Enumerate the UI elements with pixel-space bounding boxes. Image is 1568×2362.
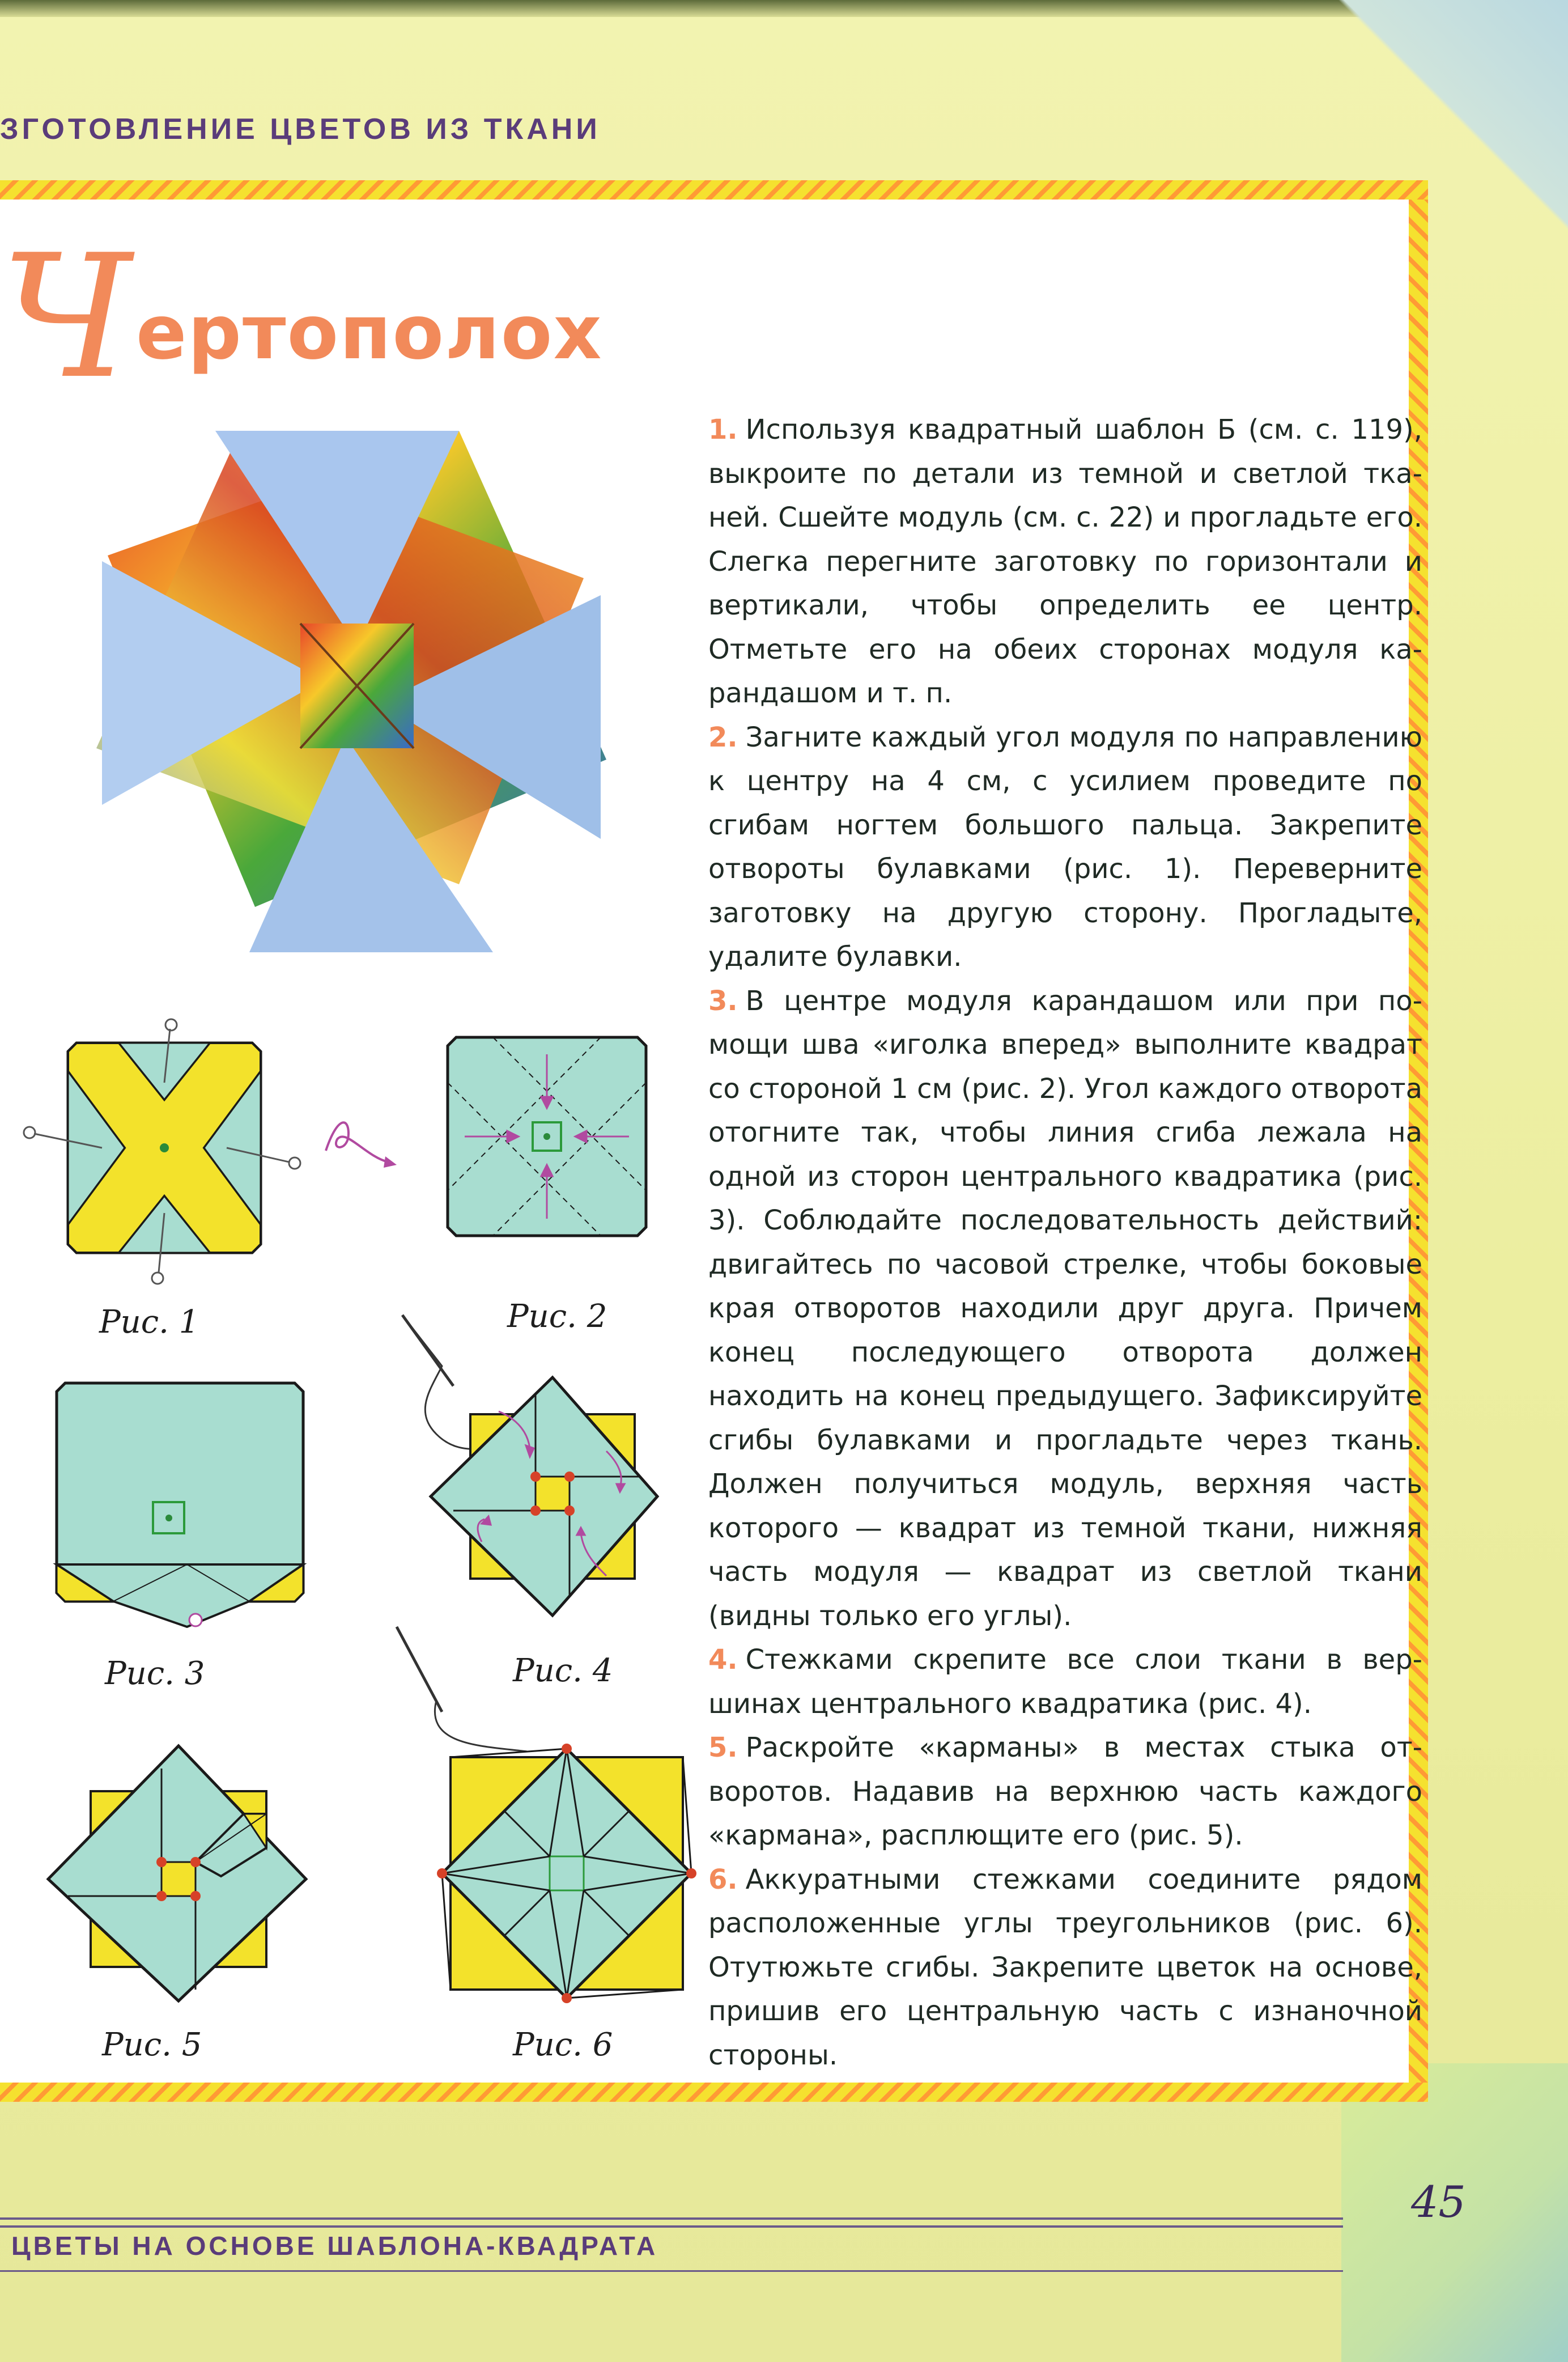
running-head: ЗГОТОВЛЕНИЕ ЦВЕТОВ ИЗ ТКАНИ (0, 113, 601, 146)
figure-6-diagram (391, 1621, 708, 2012)
step-number: 1. (708, 414, 738, 446)
step-5 (708, 1726, 1422, 1858)
step-text: Аккуратными стежками соедините рядом расположенные углы треугольников (рис. 6). Отутюжьте сгибы. Закрепите цветок на основе, пришив его центральную часть с изнаночной стороны. (708, 1863, 1422, 2071)
step-text: В центре модуля карандашом или при помощи шва «иголка вперед» выполните квадрат со стороной 1 см (рис. 2). Угол каждого отворота отогните так, чтобы линия сгиба лежала на одной из сторон центрального квадратика (рис. 3). Соблюдайте последовательность действий: двигайтесь по часовой стрелке, чтобы боковые края отворотов находили друг друга. Причем конец последующего отворота должен находить на конец предыдущего. Зафиксируйте сгибы булавками и прогладьте через ткань. Должен получиться модуль, верхняя часть которого — квадрат из темной ткани, нижняя часть модуля — квадрат из светлой ткани (видны только его углы). (708, 985, 1422, 1632)
figure-5-diagram (40, 1740, 317, 2012)
footer-section-title: ЦВЕТЫ НА ОСНОВЕ ШАБЛОНА-КВАДРАТА (11, 2231, 658, 2261)
figure-5-caption: Рис. 5 (102, 2026, 202, 2063)
figure-3-caption: Рис. 3 (105, 1655, 205, 1692)
footer-rule-lower (0, 2270, 1343, 2275)
step-number: 6. (708, 1863, 738, 1895)
title-initial: Ч (0, 218, 131, 416)
step-number: 2. (708, 721, 738, 753)
page-number: 45 (1411, 2177, 1466, 2227)
step-3 (708, 979, 1422, 1639)
figure-6-caption: Рис. 6 (513, 2026, 613, 2063)
step-6 (708, 1858, 1422, 2078)
step-text: Стежками скрепите все слои ткани в вершинах центрального квадратика (рис. 4). (708, 1644, 1422, 1720)
figure-4-caption: Рис. 4 (513, 1652, 613, 1689)
article-title (0, 218, 603, 416)
figure-2-diagram (419, 1015, 669, 1275)
step-text: Используя квадратный шаблон Б (см. с. 119), выкроите по детали из темной и светлой тканей. Сшейте модуль (см. с. 22) и прогладьте его. Слегка перегните заготовку по горизонтали и вертикали, чтобы определить ее центр. Отметьте его на обеих сторонах модуля карандашом и т. п. (708, 414, 1422, 709)
figure-3-diagram (40, 1377, 312, 1638)
step-2 (708, 716, 1422, 979)
step-1 (708, 408, 1422, 716)
step-4 (708, 1638, 1422, 1726)
footer-rule (0, 2217, 1343, 2228)
step-number: 3. (708, 985, 738, 1017)
figure-1-diagram (23, 1015, 306, 1298)
step-number: 5. (708, 1732, 738, 1763)
step-text: Загните каждый угол модуля по направлению к центру на 4 см, с усилием проведите по сгибам ногтем большого пальца. Закрепите отвороты булавками (рис. 1). Переверните заготовку на другую сторону. Прогладыте, удалите булавки. (708, 721, 1422, 973)
figure-4-diagram (391, 1304, 697, 1644)
figure-1-caption: Рис. 1 (99, 1304, 199, 1341)
transition-arrow-icon (315, 1111, 405, 1179)
step-number: 4. (708, 1644, 738, 1676)
instruction-text (708, 408, 1422, 2077)
step-text: Раскройте «карманы» в местах стыка отворотов. Надавив на верхнюю часть каждого «кармана», расплющите его (рис. 5). (708, 1732, 1422, 1851)
title-text: ертополох (136, 289, 603, 376)
flower-photo (62, 408, 640, 986)
figure-2-caption: Рис. 2 (507, 1298, 607, 1335)
